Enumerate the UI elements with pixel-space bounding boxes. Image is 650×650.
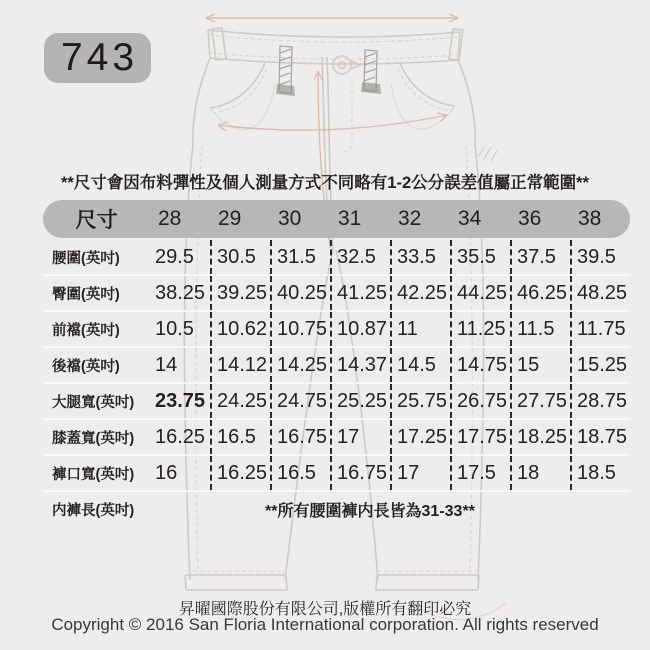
- size-value-cell: 33.5: [390, 240, 450, 274]
- size-value-cell: 48.25: [570, 276, 630, 310]
- size-value-cell: 17: [390, 456, 450, 490]
- size-value-cell: 10.62: [210, 312, 270, 346]
- row-label: 腰圍(英吋): [52, 250, 120, 267]
- size-value-cell: 16.25: [210, 456, 270, 490]
- table-row-inseam: [43, 490, 630, 526]
- size-value-cell: 14.37: [330, 348, 390, 382]
- size-value-cell: 15: [510, 348, 570, 382]
- size-value-cell: 32.5: [330, 240, 390, 274]
- size-value-cell: 24.75: [270, 384, 330, 418]
- size-value-cell: 16.5: [210, 420, 270, 454]
- row-label: 膝蓋寬(英吋): [52, 430, 135, 447]
- size-value-cell: 29.5: [155, 245, 194, 268]
- header-size-38: 38: [578, 207, 602, 230]
- header-size-29: 29: [218, 207, 242, 230]
- size-value-cell: 14.75: [450, 348, 510, 382]
- size-value-cell: 40.25: [270, 276, 330, 310]
- size-value-cell: 11.5: [510, 312, 570, 346]
- table-row: [43, 454, 630, 490]
- size-value-cell: 18.75: [570, 420, 630, 454]
- size-value-cell: 30.5: [210, 240, 270, 274]
- size-table-header: [43, 200, 630, 238]
- size-value-cell: 27.75: [510, 384, 570, 418]
- size-value-cell: 10.87: [330, 312, 390, 346]
- size-value-cell: 42.25: [390, 276, 450, 310]
- tolerance-note: **尺寸會因布料彈性及個人測量方式不同略有1-2公分誤差值屬正常範圍**: [60, 174, 590, 192]
- table-row: [43, 418, 630, 454]
- size-value-cell: 11.75: [570, 312, 630, 346]
- size-value-cell: 18: [510, 456, 570, 490]
- row-label: 内褲長(英吋): [52, 502, 135, 519]
- model-number-badge: 743: [44, 33, 151, 83]
- size-value-cell: 17: [330, 420, 390, 454]
- company-line: 昇曜國際股份有限公司,版權所有翻印必究: [178, 601, 472, 618]
- header-size-30: 30: [278, 207, 302, 230]
- size-value-cell: 17.5: [450, 456, 510, 490]
- copyright-line: Copyright © 2016 San Floria International corporation. All rights reserved: [51, 615, 599, 634]
- size-value-cell: 16: [155, 461, 178, 484]
- size-value-cell: 35.5: [450, 240, 510, 274]
- inseam-note: **所有腰圍褲内長皆為31-33**: [265, 502, 475, 520]
- header-size-34: 34: [458, 207, 482, 230]
- size-value-cell: 17.75: [450, 420, 510, 454]
- size-value-cell: 18.5: [570, 456, 630, 490]
- size-value-cell: 25.75: [390, 384, 450, 418]
- size-value-cell: 17.25: [390, 420, 450, 454]
- size-value-cell: 10.75: [270, 312, 330, 346]
- table-row: [43, 310, 630, 346]
- size-value-cell: 14.25: [270, 348, 330, 382]
- size-value-cell: 14.5: [390, 348, 450, 382]
- row-label: 後襠(英吋): [52, 358, 120, 375]
- header-size-32: 32: [398, 207, 422, 230]
- size-table-body: [43, 240, 630, 526]
- table-row: [43, 240, 630, 274]
- size-value-cell: 16.75: [330, 456, 390, 490]
- size-value-cell: 11: [390, 312, 450, 346]
- size-value-cell: 16.25: [155, 425, 206, 448]
- size-value-cell: 24.25: [210, 384, 270, 418]
- size-value-cell: 38.25: [155, 281, 206, 304]
- size-value-cell: 41.25: [330, 276, 390, 310]
- size-value-cell: 46.25: [510, 276, 570, 310]
- size-value-cell: 10.5: [155, 317, 194, 340]
- row-label: 前襠(英吋): [52, 322, 120, 339]
- size-value-cell: 28.75: [570, 384, 630, 418]
- table-row: [43, 346, 630, 382]
- size-value-cell: 26.75: [450, 384, 510, 418]
- size-value-cell: 14.12: [210, 348, 270, 382]
- size-value-cell: 18.25: [510, 420, 570, 454]
- table-row: [43, 274, 630, 310]
- size-value-cell: 16.5: [270, 456, 330, 490]
- header-size-31: 31: [338, 207, 362, 230]
- header-size-label: 尺寸: [75, 209, 118, 232]
- row-label: 褲口寬(英吋): [52, 466, 135, 483]
- header-size-28: 28: [158, 207, 182, 230]
- row-label: 大腿寬(英吋): [52, 394, 135, 411]
- size-value-cell: 16.75: [270, 420, 330, 454]
- size-table: [43, 200, 630, 526]
- size-value-cell: 11.25: [450, 312, 510, 346]
- size-value-cell: 31.5: [270, 240, 330, 274]
- size-value-cell: 44.25: [450, 276, 510, 310]
- size-value-cell: 37.5: [510, 240, 570, 274]
- size-value-cell: 39.5: [570, 240, 630, 274]
- size-value-cell: 15.25: [570, 348, 630, 382]
- header-size-36: 36: [518, 207, 542, 230]
- table-row: [43, 382, 630, 418]
- row-label: 臀圍(英吋): [52, 286, 120, 303]
- size-value-cell: 39.25: [210, 276, 270, 310]
- size-value-cell: 23.75: [155, 389, 206, 412]
- size-value-cell: 25.25: [330, 384, 390, 418]
- size-value-cell: 14: [155, 353, 178, 376]
